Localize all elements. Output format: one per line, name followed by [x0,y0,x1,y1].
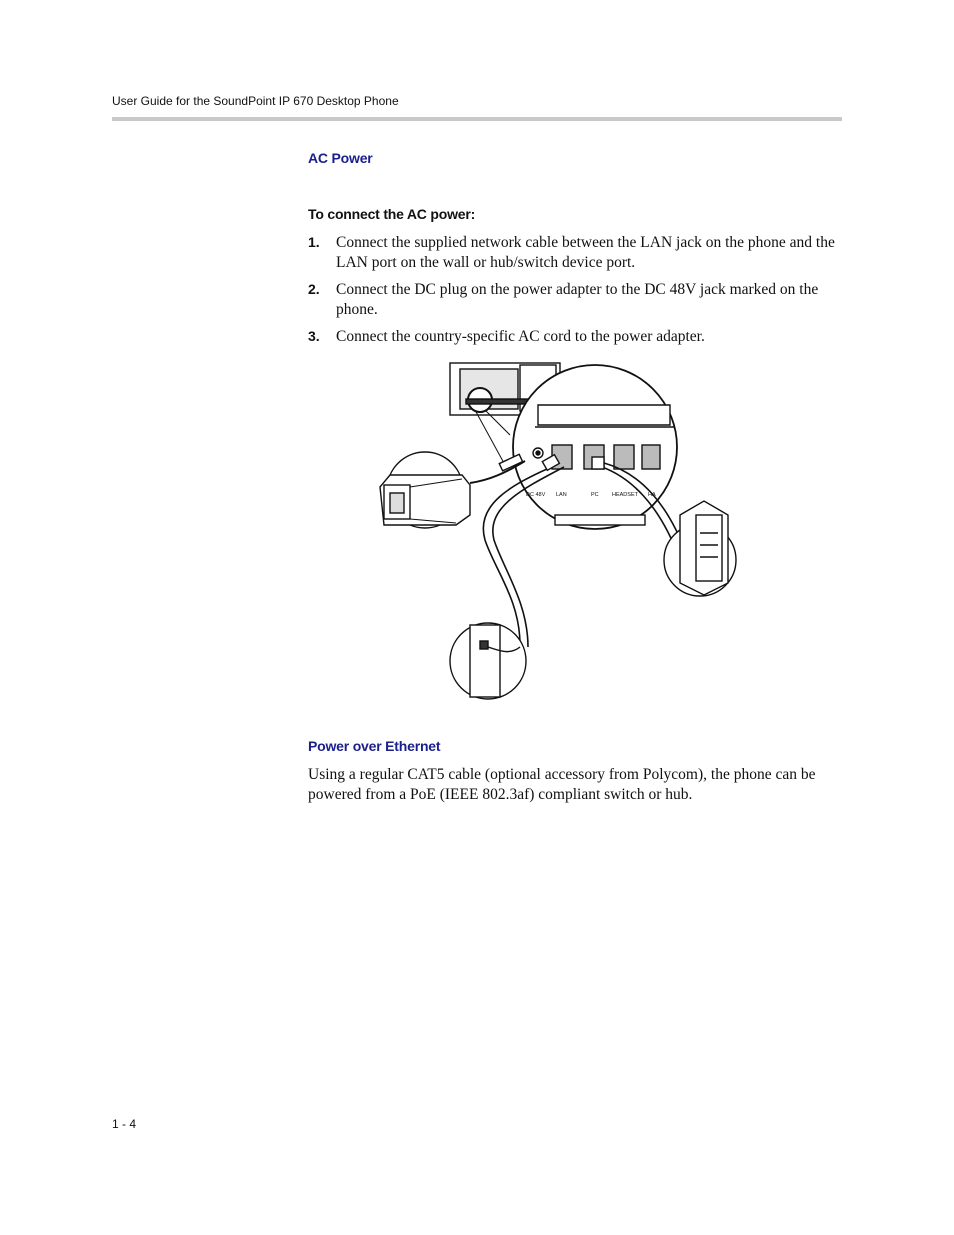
power-adapter-icon [380,452,470,528]
step-number: 2. [308,281,320,297]
step-2 [308,280,848,319]
step-text: Connect the supplied network cable between the LAN jack on the phone and the LAN port on the wall or hub/switch device port. [336,234,835,271]
port-panel-zoom-icon [513,365,677,529]
port-label-lan: LAN [556,492,567,498]
step-number: 1. [308,234,320,250]
wall-jack-icon [450,623,526,699]
ac-power-connection-illustration [360,355,760,705]
procedure-heading: To connect the AC power: [308,206,476,222]
port-label-pc: PC [591,492,599,498]
step-text: Connect the DC plug on the power adapter to the DC 48V jack marked on the phone. [336,281,819,318]
header-rule [112,117,842,121]
procedure-steps [308,233,848,355]
computer-tower-icon [664,501,736,596]
poe-paragraph: Using a regular CAT5 cable (optional accessory from Polycom), the phone can be powered from a PoE (IEEE 802.3af) compliant switch or hub. [308,766,816,803]
running-head: User Guide for the SoundPoint IP 670 Desktop Phone [112,94,399,108]
step-3 [308,327,848,347]
step-number: 3. [308,328,320,344]
page-number: 1 - 4 [112,1117,137,1131]
step-1 [308,233,848,272]
port-label-headset: HEADSET [612,492,638,498]
step-text: Connect the country-specific AC cord to the power adapter. [336,328,705,345]
section-heading-poe: Power over Ethernet [308,738,441,754]
port-label-handset: HA [648,492,656,498]
port-label-dc: DC 48V [526,492,546,498]
section-heading-ac-power: AC Power [308,150,373,166]
